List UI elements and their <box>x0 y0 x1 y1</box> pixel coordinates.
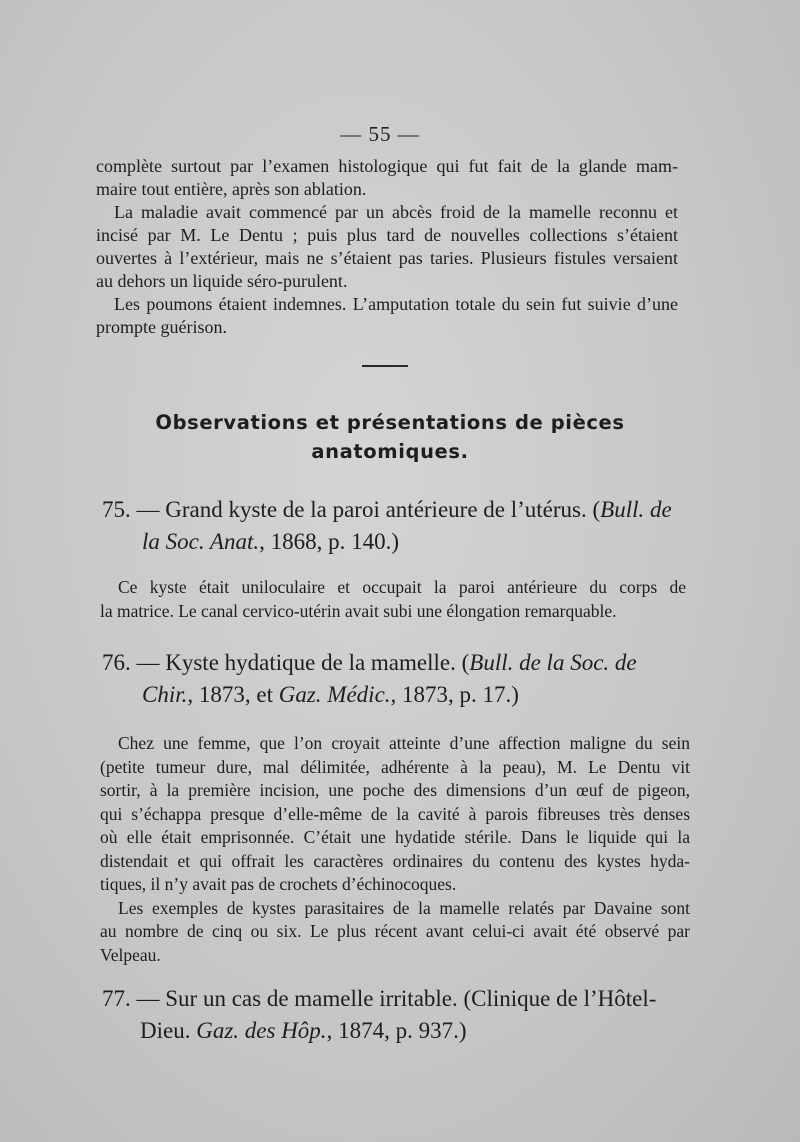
entry-title: — Sur un cas de mamelle irritable. (Clinique de l’Hôtel- <box>130 986 657 1011</box>
entry-number: 76. <box>102 650 131 675</box>
entry-75-body <box>100 576 686 623</box>
entry-reference: Chir. <box>142 682 188 707</box>
section-heading-line: anatomiques. <box>311 440 469 463</box>
text-line: sortir, à la première incision, une poche des dimensions d’un œuf de pigeon, <box>100 780 690 800</box>
text-line: La maladie avait commencé par un abcès froid de la mamelle reconnu et <box>114 202 678 222</box>
text-line: au nombre de cinq ou six. Le plus récent avant celui-ci avait été observé par <box>100 921 690 941</box>
text-line: incisé par M. Le Dentu ; puis plus tard de nouvelles collections s’étaient <box>96 225 678 245</box>
text-line: distendait et qui offrait les caractères ordinaires du contenu des kystes hyda- <box>100 850 690 871</box>
text-line: maire tout entière, après son ablation. <box>96 179 367 199</box>
section-heading <box>100 408 680 466</box>
page-number: — 55 — <box>340 122 420 146</box>
entry-number: 77. <box>102 986 131 1011</box>
section-divider <box>362 365 408 367</box>
text-line: Les exemples de kystes parasitaires de la mamelle relatés par Davaine sont <box>118 897 690 918</box>
entry-citation: , 1874, p. 937.) <box>326 1018 467 1043</box>
text-line: prompte guérison. <box>96 317 227 337</box>
text-line: Velpeau. <box>100 944 161 965</box>
entry-citation: , 1868, p. 140.) <box>259 529 400 554</box>
entry-title: — Grand kyste de la paroi antérieure de l’utérus. ( <box>130 497 601 522</box>
entry-reference: Gaz. des Hôp. <box>196 1018 327 1043</box>
entry-reference: Gaz. Médic. <box>278 682 391 707</box>
text-line: ouvertes à l’extérieur, mais ne s’étaient pas taries. Plusieurs fistules versaient <box>96 248 678 268</box>
entry-number: 75. <box>102 497 131 522</box>
entry-citation: , 1873, et <box>187 682 279 707</box>
text-line: Ce kyste était uniloculaire et occupait la paroi antérieure du corps de <box>118 577 686 597</box>
section-heading-line: Observations et présentations de pièces <box>155 411 625 434</box>
entry-reference: la Soc. Anat. <box>142 529 260 554</box>
entry-citation: , 1873, p. 17.) <box>390 682 519 707</box>
text-line: (petite tumeur dure, mal délimitée, adhérente à la peau), M. Le Dentu vit <box>100 756 690 777</box>
intro-paragraph <box>96 155 678 339</box>
entry-title: — Kyste hydatique de la mamelle. ( <box>130 650 470 675</box>
text-line: Les poumons étaient indemnes. L’amputation totale du sein fut suivie d’une <box>114 294 678 314</box>
text-line: complète surtout par l’examen histologique qui fut fait de la glande mam- <box>96 156 678 176</box>
entry-76-title <box>102 647 686 711</box>
text-line: qui s’échappa presque d’elle-même de la cavité à parois fibreuses très denses <box>100 803 690 824</box>
entry-reference: Bull. de la Soc. de <box>469 650 637 675</box>
entry-citation: Dieu. <box>140 1018 197 1043</box>
entry-77-title <box>102 983 686 1047</box>
entry-76-body <box>100 732 690 967</box>
entry-75-title <box>102 494 686 558</box>
text-line: tiques, il n’y avait pas de crochets d’échinocoques. <box>100 874 457 894</box>
text-line: Chez une femme, que l’on croyait atteinte d’une affection maligne du sein <box>118 733 690 753</box>
text-line: la matrice. Le canal cervico-utérin avait subi une élongation remarquable. <box>100 600 617 621</box>
text-line: au dehors un liquide séro-purulent. <box>96 271 348 291</box>
text-line: où elle était emprisonnée. C’était une hydatide stérile. Dans le liquide qui la <box>100 827 690 847</box>
entry-reference: Bull. de <box>600 497 672 522</box>
